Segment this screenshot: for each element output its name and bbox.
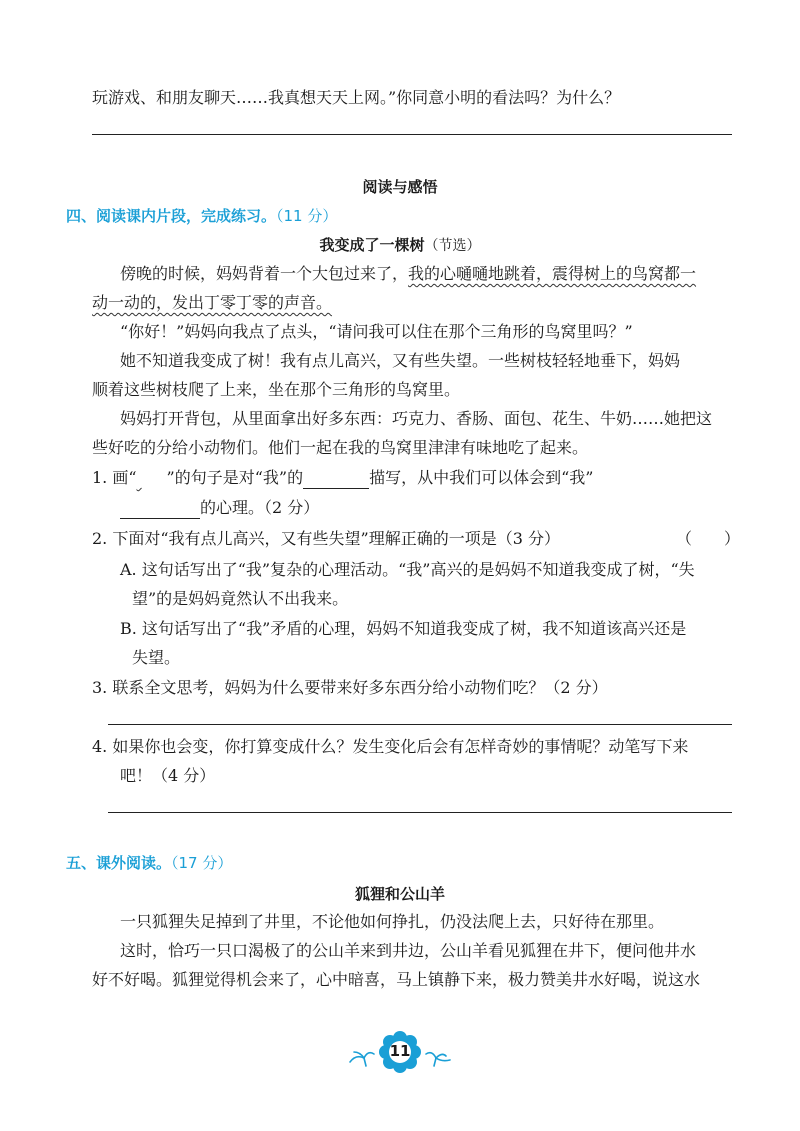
passage-p2: “你好！”妈妈向我点了点头，“请问我可以住在那个三角形的鸟窝里吗？” [120, 322, 633, 341]
q1-blank-2[interactable] [120, 498, 200, 519]
q1-part-b: ”的句子是对“我”的 [166, 468, 304, 487]
question-4-line2: 吧！（4 分） [120, 766, 216, 785]
q2-option-b-line1: B. 这句话写出了“我”矛盾的心理，妈妈不知道我变成了树，我不知道该高兴还是 [120, 619, 687, 638]
question-tail: 玩游戏、和朋友聊天……我真想天天上网。”你同意小明的看法吗？为什么？ [92, 88, 621, 107]
passage2-p1: 一只狐狸失足掉到了井里，不论他如何挣扎，仍没法爬上去，只好待在那里。 [120, 912, 665, 931]
passage-p3-line1: 她不知道我变成了树！我有点儿高兴，又有些失望。一些树枝轻轻地垂下，妈妈 [120, 351, 681, 370]
page-number: 11 [389, 1042, 411, 1060]
section5-title-text: 五、课外阅读。 [66, 854, 172, 872]
q1-blank-1[interactable] [303, 468, 369, 489]
q1-part-a: 1. 画“ [92, 468, 137, 487]
q2-option-a-line2: 望”的是妈妈竟然认不出我来。 [132, 589, 349, 608]
passage-title-text: 我变成了一棵树 [319, 236, 425, 254]
section5-points: （17 分） [171, 854, 233, 872]
p1-wavy-sentence: 我的心嗵嗵地跳着，震得树上的鸟窝都一 [408, 264, 697, 283]
passage2-p2-line2: 好不好喝。狐狸觉得机会来了，心中暗喜，马上镇静下来，极力赞美井水好喝，说这水 [92, 970, 701, 989]
question-3: 3. 联系全文思考，妈妈为什么要带来好多东西分给小动物们吃？（2 分） [92, 678, 608, 697]
passage2-p2-line1: 这时，恰巧一只口渴极了的公山羊来到井边，公山羊看见狐狸在井下，便问他井水 [120, 941, 697, 960]
question-1-line1 [92, 468, 593, 489]
passage-note: （节选） [424, 238, 481, 254]
q1-part-d: 的心理。（2 分） [200, 498, 320, 517]
passage-p4-line2: 些好吃的分给小动物们。他们一起在我的鸟窝里津津有味地吃了起来。 [92, 438, 589, 457]
section-heading: 阅读与感悟 [362, 178, 438, 196]
passage2-title: 狐狸和公山羊 [354, 885, 445, 903]
p1-part-a: 傍晚的时候，妈妈背着一个大包过来了， [120, 264, 409, 283]
answer-line [92, 134, 732, 135]
passage-title [0, 234, 800, 255]
page-number-badge [342, 1030, 458, 1074]
section4-points: （11 分） [276, 207, 338, 225]
passage-p4-line1: 妈妈打开背包，从里面拿出好多东西：巧克力、香肠、面包、花生、牛奶……她把这 [120, 409, 713, 428]
passage-p3-line2: 顺着这些树枝爬了上来，坐在那个三角形的鸟窝里。 [92, 380, 461, 399]
question-2: 2. 下面对“我有点儿高兴，又有些失望”理解正确的一项是（3 分） [92, 529, 560, 548]
section4-title [66, 205, 337, 226]
section5-title [66, 852, 232, 873]
question-4-line1: 4. 如果你也会变，你打算变成什么？发生变化后会有怎样奇妙的事情呢？动笔写下来 [92, 737, 689, 756]
passage-p1-line1 [120, 264, 696, 284]
q4-answer-line[interactable] [108, 812, 732, 813]
question-1-line2 [120, 498, 319, 519]
q2-option-b-line2: 失望。 [132, 648, 181, 667]
q1-wavy-sample [137, 468, 167, 488]
q1-part-c: 描写，从中我们可以体会到“我” [369, 468, 594, 487]
q3-answer-line[interactable] [108, 724, 732, 725]
passage-p1-line2 [92, 293, 332, 313]
section4-title-text: 四、阅读课内片段，完成练习。 [66, 207, 277, 225]
q2-answer-paren[interactable]: （ ） [676, 529, 741, 548]
p1-wavy-sentence-end: 动一动的，发出丁零丁零的声音。 [92, 293, 333, 312]
q2-option-a-line1: A. 这句话写出了“我”复杂的心理活动。“我”高兴的是妈妈不知道我变成了树，“失 [120, 560, 695, 579]
